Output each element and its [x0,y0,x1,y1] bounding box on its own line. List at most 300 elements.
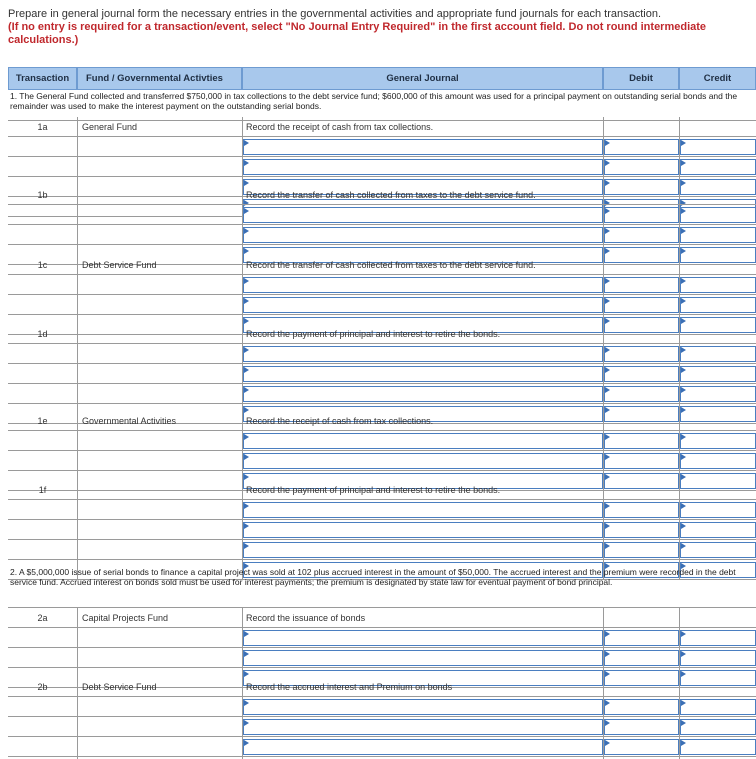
debit-input[interactable] [604,207,679,223]
account-select[interactable] [243,719,603,735]
transaction-cell [8,608,77,627]
debit-cell[interactable] [603,697,679,716]
account-select[interactable] [243,739,603,755]
field-marker-icon [605,503,610,509]
instructions [8,8,748,47]
debit-cell [603,480,679,499]
credit-input[interactable] [680,522,756,538]
problem-description: 1. The General Fund collected and transferred $750,000 in tax collections to the debt service fund; $600,000 of this amount was used for a principal payment on outstanding serial bonds and the remainder was used to make the interest payment on the outstanding serial bonds. [10,91,738,111]
debit-cell[interactable] [603,648,679,667]
field-marker-icon [681,347,686,353]
transaction-id: 2a [37,613,48,623]
field-marker-icon [681,140,686,146]
field-marker-icon [244,248,249,254]
credit-input[interactable] [680,453,756,469]
transaction-id: 1f [38,485,47,495]
fund-cell [77,411,242,430]
debit-input[interactable] [604,650,679,666]
field-marker-icon [681,434,686,440]
field-marker-icon [681,651,686,657]
journal-cell[interactable] [242,275,603,294]
credit-cell [679,608,756,627]
debit-input[interactable] [604,630,679,646]
debit-cell[interactable] [603,225,679,244]
debit-cell [603,255,679,274]
debit-cell[interactable] [603,628,679,647]
fund-cell [77,737,242,756]
debit-cell[interactable] [603,205,679,224]
transaction-cell [8,255,77,274]
account-select[interactable] [243,522,603,538]
credit-cell[interactable] [679,157,756,176]
field-marker-icon [605,208,610,214]
journal-cell[interactable] [242,628,603,647]
fund-cell [77,451,242,470]
debit-input[interactable] [604,139,679,155]
journal-cell[interactable] [242,697,603,716]
credit-cell [679,324,756,343]
journal-row [8,157,756,177]
journal-row [8,295,756,315]
journal-row [8,697,756,717]
credit-input[interactable] [680,139,756,155]
credit-input[interactable] [680,277,756,293]
account-select[interactable] [243,502,603,518]
field-marker-icon [681,208,686,214]
transaction-id: 2b [37,682,48,692]
record-instruction: Record the transfer of cash collected from taxes to the debt service fund. [246,260,536,270]
journal-cell[interactable] [242,500,603,519]
credit-cell[interactable] [679,540,756,559]
fund-cell [77,185,242,204]
debit-input[interactable] [604,366,679,382]
transaction-cell [8,225,77,244]
credit-input[interactable] [680,502,756,518]
field-marker-icon [244,228,249,234]
field-marker-icon [244,140,249,146]
journal-cell[interactable] [242,344,603,363]
journal-cell [242,117,603,136]
account-select[interactable] [243,542,603,558]
journal-row [8,384,756,404]
journal-row [8,540,756,560]
debit-input[interactable] [604,739,679,755]
credit-input[interactable] [680,542,756,558]
credit-cell[interactable] [679,520,756,539]
transaction-id: 1e [37,416,48,426]
field-marker-icon [681,503,686,509]
fund-cell [77,697,242,716]
record-instruction: Record the transfer of cash collected from taxes to the debt service fund. [246,190,536,200]
journal-row [8,628,756,648]
debit-input[interactable] [604,453,679,469]
debit-cell[interactable] [603,295,679,314]
debit-input[interactable] [604,346,679,362]
fund-cell [77,520,242,539]
journal-row [8,364,756,384]
journal-row [8,737,756,757]
entry-header-row [8,255,756,275]
fund-name: Debt Service Fund [82,260,157,270]
field-marker-icon [244,298,249,304]
journal-row [8,500,756,520]
account-select[interactable] [243,159,603,175]
fund-cell [77,628,242,647]
credit-cell[interactable] [679,648,756,667]
credit-cell[interactable] [679,295,756,314]
record-instruction: Record the payment of principal and interest to retire the bonds. [246,485,501,495]
field-marker-icon [681,248,686,254]
debit-input[interactable] [604,433,679,449]
field-marker-icon [605,347,610,353]
credit-input[interactable] [680,650,756,666]
debit-input[interactable] [604,502,679,518]
credit-cell[interactable] [679,697,756,716]
transaction-cell [8,677,77,696]
journal-row [8,431,756,451]
debit-input[interactable] [604,297,679,313]
account-select[interactable] [243,227,603,243]
credit-input[interactable] [680,630,756,646]
field-marker-icon [244,367,249,373]
fund-cell [77,431,242,450]
transaction-cell [8,295,77,314]
journal-row [8,137,756,157]
journal-cell[interactable] [242,137,603,156]
field-marker-icon [681,367,686,373]
account-select[interactable] [243,297,603,313]
account-select[interactable] [243,630,603,646]
field-marker-icon [244,160,249,166]
fund-cell [77,608,242,627]
field-marker-icon [605,700,610,706]
journal-row [8,344,756,364]
transaction-cell [8,717,77,736]
fund-cell [77,324,242,343]
field-marker-icon [244,387,249,393]
field-marker-icon [681,543,686,549]
debit-cell[interactable] [603,275,679,294]
credit-input[interactable] [680,227,756,243]
journal-cell[interactable] [242,717,603,736]
fund-cell [77,648,242,667]
credit-cell[interactable] [679,384,756,403]
journal-cell[interactable] [242,540,603,559]
field-marker-icon [244,720,249,726]
field-marker-icon [681,454,686,460]
transaction-cell [8,117,77,136]
transaction-cell [8,628,77,647]
journal-row [8,225,756,245]
journal-cell [242,608,603,627]
credit-cell[interactable] [679,628,756,647]
field-marker-icon [244,503,249,509]
debit-cell[interactable] [603,540,679,559]
credit-cell[interactable] [679,431,756,450]
credit-input[interactable] [680,297,756,313]
fund-cell [77,500,242,519]
debit-cell [603,608,679,627]
field-marker-icon [605,720,610,726]
journal-cell[interactable] [242,364,603,383]
field-marker-icon [605,367,610,373]
credit-input[interactable] [680,366,756,382]
account-select[interactable] [243,433,603,449]
fund-name: Debt Service Fund [82,682,157,692]
transaction-cell [8,344,77,363]
debit-input[interactable] [604,386,679,402]
field-marker-icon [605,140,610,146]
record-instruction: Record the payment of principal and interest to retire the bonds. [246,329,501,339]
header-credit: Credit [679,67,756,90]
credit-cell [679,677,756,696]
credit-input[interactable] [680,207,756,223]
account-select[interactable] [243,207,603,223]
journal-cell[interactable] [242,648,603,667]
header-journal: General Journal [242,67,603,90]
journal-row [8,717,756,737]
transaction-cell [8,185,77,204]
transaction-cell [8,364,77,383]
fund-cell [77,677,242,696]
fund-cell [77,384,242,403]
transaction-cell [8,275,77,294]
credit-input[interactable] [680,386,756,402]
field-marker-icon [605,387,610,393]
fund-cell [77,275,242,294]
fund-cell [77,295,242,314]
field-marker-icon [605,454,610,460]
field-marker-icon [681,720,686,726]
transaction-cell [8,480,77,499]
field-marker-icon [244,651,249,657]
debit-cell[interactable] [603,364,679,383]
account-select[interactable] [243,453,603,469]
debit-cell[interactable] [603,520,679,539]
credit-cell [679,255,756,274]
field-marker-icon [605,740,610,746]
debit-cell[interactable] [603,737,679,756]
field-marker-icon [605,434,610,440]
transaction-cell [8,157,77,176]
field-marker-icon [244,700,249,706]
journal-cell[interactable] [242,737,603,756]
transaction-cell [8,520,77,539]
fund-cell [77,157,242,176]
debit-input[interactable] [604,227,679,243]
field-marker-icon [244,631,249,637]
journal-row [8,520,756,540]
journal-cell[interactable] [242,295,603,314]
debit-cell [603,185,679,204]
account-select[interactable] [243,386,603,402]
debit-cell[interactable] [603,431,679,450]
field-marker-icon [244,278,249,284]
credit-cell[interactable] [679,225,756,244]
credit-cell[interactable] [679,344,756,363]
credit-cell[interactable] [679,717,756,736]
journal-cell[interactable] [242,431,603,450]
journal-row [8,648,756,668]
journal-cell [242,185,603,204]
header-fund: Fund / Governmental Activties [77,67,242,90]
transaction-id: 1c [37,260,48,270]
fund-cell [77,117,242,136]
fund-cell [77,225,242,244]
debit-input[interactable] [604,159,679,175]
journal-row [8,451,756,471]
credit-cell[interactable] [679,737,756,756]
instructions-line2: (If no entry is required for a transaction/event, select "No Journal Entry Required" in the first account field. Do not round intermediate calculations.) [8,21,707,46]
debit-cell[interactable] [603,384,679,403]
field-marker-icon [681,228,686,234]
field-marker-icon [681,160,686,166]
fund-cell [77,717,242,736]
transaction-cell [8,411,77,430]
debit-cell [603,117,679,136]
field-marker-icon [605,298,610,304]
debit-cell[interactable] [603,157,679,176]
instructions-line1: Prepare in general journal form the necessary entries in the governmental activities and appropriate fund journals for each transaction. [8,8,662,20]
entry-header-row [8,185,756,205]
debit-cell[interactable] [603,344,679,363]
entry-header-row [8,480,756,500]
journal-cell[interactable] [242,205,603,224]
entry-header-row [8,608,756,628]
field-marker-icon [605,160,610,166]
journal-cell[interactable] [242,225,603,244]
account-select[interactable] [243,277,603,293]
field-marker-icon [244,740,249,746]
transaction-id: 1a [37,122,48,132]
fund-cell [77,344,242,363]
transaction-cell [8,737,77,756]
field-marker-icon [605,228,610,234]
credit-input[interactable] [680,739,756,755]
credit-input[interactable] [680,159,756,175]
credit-cell[interactable] [679,500,756,519]
credit-cell [679,411,756,430]
credit-input[interactable] [680,719,756,735]
account-select[interactable] [243,699,603,715]
field-marker-icon [681,740,686,746]
transaction-cell [8,324,77,343]
debit-cell [603,411,679,430]
journal-row [8,275,756,295]
credit-cell[interactable] [679,275,756,294]
fund-cell [77,480,242,499]
transaction-id: 1b [37,190,48,200]
field-marker-icon [681,278,686,284]
entry-header-row [8,117,756,137]
credit-cell[interactable] [679,451,756,470]
fund-name: Capital Projects Fund [82,613,169,623]
field-marker-icon [244,434,249,440]
transaction-cell [8,384,77,403]
field-marker-icon [244,523,249,529]
transaction-cell [8,500,77,519]
journal-row [8,205,756,225]
credit-input[interactable] [680,433,756,449]
transaction-cell [8,451,77,470]
credit-input[interactable] [680,346,756,362]
journal-cell[interactable] [242,520,603,539]
account-select[interactable] [243,650,603,666]
credit-cell[interactable] [679,364,756,383]
field-marker-icon [244,347,249,353]
transaction-cell [8,648,77,667]
field-marker-icon [605,543,610,549]
debit-cell[interactable] [603,451,679,470]
debit-cell [603,324,679,343]
debit-input[interactable] [604,542,679,558]
field-marker-icon [605,278,610,284]
fund-cell [77,137,242,156]
credit-cell [679,117,756,136]
credit-cell[interactable] [679,205,756,224]
entry-header-row [8,324,756,344]
credit-cell[interactable] [679,137,756,156]
debit-cell[interactable] [603,137,679,156]
header-transaction: Transaction [8,67,77,90]
journal-cell [242,324,603,343]
credit-cell [679,185,756,204]
debit-cell[interactable] [603,500,679,519]
account-select[interactable] [243,366,603,382]
debit-cell[interactable] [603,717,679,736]
fund-name: General Fund [82,122,138,132]
record-instruction: Record the issuance of bonds [246,613,366,623]
record-instruction: Record the receipt of cash from tax collections. [246,416,434,426]
journal-cell [242,411,603,430]
debit-input[interactable] [604,277,679,293]
journal-cell[interactable] [242,384,603,403]
transaction-cell [8,137,77,156]
transaction-cell [8,540,77,559]
transaction-cell [8,697,77,716]
field-marker-icon [605,523,610,529]
debit-cell [603,677,679,696]
field-marker-icon [244,543,249,549]
field-marker-icon [605,651,610,657]
field-marker-icon [605,631,610,637]
fund-cell [77,205,242,224]
entry-header-row [8,677,756,697]
record-instruction: Record the accrued interest and Premium on bonds [246,682,453,692]
field-marker-icon [244,454,249,460]
journal-cell [242,677,603,696]
record-instruction: Record the receipt of cash from tax collections. [246,122,434,132]
fund-cell [77,364,242,383]
debit-input[interactable] [604,719,679,735]
header-debit: Debit [603,67,679,90]
field-marker-icon [681,631,686,637]
fund-cell [77,255,242,274]
account-select[interactable] [243,346,603,362]
field-marker-icon [605,248,610,254]
journal-cell[interactable] [242,451,603,470]
debit-input[interactable] [604,699,679,715]
journal-cell[interactable] [242,157,603,176]
credit-cell [679,480,756,499]
journal-cell [242,480,603,499]
debit-input[interactable] [604,522,679,538]
account-select[interactable] [243,139,603,155]
fund-name: Governmental Activities [82,416,177,426]
fund-cell [77,540,242,559]
problem-description: 2. A $5,000,000 issue of serial bonds to finance a capital project was sold at 102 plus accrued interest in the amount of $50,000. The accrued interest and the premium were recorded in the debt service fund. Accrued interest on bonds sold must be used for interest payments; the premium is designated by state law for eventual payment of bond principal. [10,567,736,587]
credit-input[interactable] [680,699,756,715]
